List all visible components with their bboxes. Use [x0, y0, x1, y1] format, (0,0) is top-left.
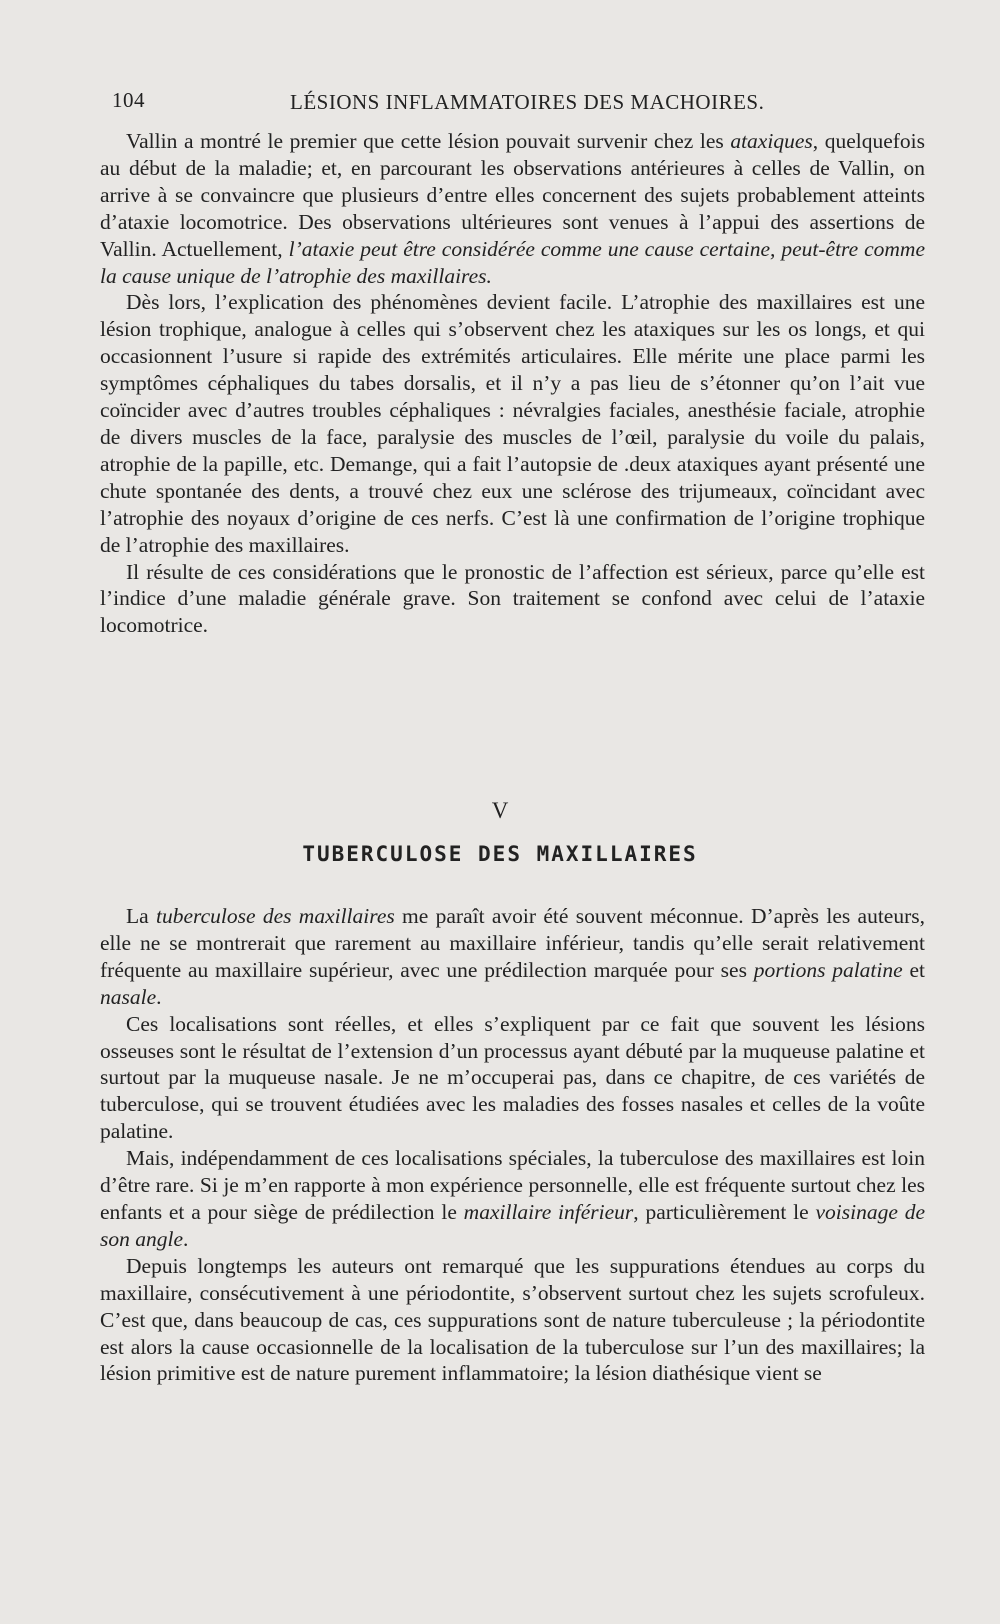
italic-run: nasale	[100, 984, 157, 1009]
italic-run: portions palatine	[753, 957, 903, 982]
paragraph	[100, 128, 925, 289]
section-title: TUBERCULOSE DES MAXILLAIRES	[302, 842, 698, 866]
text-run: .	[183, 1226, 189, 1251]
text-run: La	[126, 904, 156, 928]
paragraph: Depuis longtemps les auteurs ont remarqué que les suppurations étendues au corps du maxillaire, consécutivement à une périodontite, s’observent surtout chez les sujets scrofuleux. C’est que, dans beaucoup de cas, ces suppurations sont de nature tuberculeuse ; la périodontite est alors la cause occasionnelle de la localisation de la tuberculose sur l’un des maxillaires; la lésion primitive est de nature purement inflammatoire; la lésion diathésique vient se	[100, 1253, 925, 1386]
text-run: et	[902, 957, 925, 982]
text-run: me paraît avoir été souvent méconnue. D’après les auteurs, elle ne se montrerait que rarement au maxillaire inférieur, tandis qu’elle serait relativement fréquente au maxillaire supérieur, avec une prédilection marquée pour ses	[100, 904, 925, 982]
paragraph: Il résulte de ces considérations que le pronostic de l’affection est sérieux, parce qu’elle est l’indice d’une maladie générale grave. Son traitement se confond avec celui de l’ataxie locomotrice.	[100, 559, 925, 638]
italic-run: l’ataxie peut être considérée comme une cause certaine, peut-être comme la cause unique de l’atrophie des maxillaires.	[100, 236, 925, 288]
running-title: LÉSIONS INFLAMMATOIRES DES MACHOIRES.	[290, 90, 765, 114]
text-run: , quelquefois au début de la maladie; et, en parcourant les observations antérieures à celles de Vallin, on arrive à se convaincre que plusieurs d’entre elles concernent des sujets probablement atteints d’ataxie locomotrice. Des observations ultérieures sont venues à l’appui des assertions de Vallin. Actuellement,	[100, 129, 925, 261]
text-run: .	[156, 984, 162, 1009]
italic-run: tuberculose des maxillaires	[156, 904, 395, 928]
page-number: 104	[112, 88, 145, 112]
page-header	[112, 88, 932, 118]
paragraph	[100, 903, 925, 1011]
text-run: Mais, indépendamment de ces localisations spéciales, la tuberculose des maxillaires est loin d’être rare. Si je m’en rapporte à mon expérience personnelle, elle est fréquente surtout chez les enfants et a pour siège de prédilection le	[100, 1146, 925, 1224]
text-block-lower	[100, 903, 925, 1387]
paragraph	[100, 1145, 925, 1253]
italic-run: maxillaire inférieur	[463, 1199, 634, 1224]
text-run: Vallin a montré le premier que cette lésion pouvait survenir chez les	[126, 129, 731, 153]
paragraph: Ces localisations sont réelles, et elles s’expliquent par ce fait que souvent les lésions osseuses sont le résultat de l’extension d’un processus ayant débuté par la muqueuse palatine et surtout par la muqueuse nasale. Je ne m’occuperai pas, dans ce chapitre, de ces variétés de tuberculose, qui se trouvent étudiées avec les maladies des fosses nasales et celles de la voûte palatine.	[100, 1011, 925, 1144]
italic-run: voisinage de son angle	[100, 1199, 925, 1251]
paragraph: Dès lors, l’explication des phénomènes devient facile. L’atrophie des maxillaires est une lésion trophique, analogue à celles qui s’observent chez les ataxiques sur les os longs, et qui occasionnent l’usure si rapide des extrémités articulaires. Elle mérite une place parmi les symptômes céphaliques du tabes dorsalis, et il n’y a pas lieu de s’étonner qu’on l’ait vue coïncider avec d’autres troubles céphaliques : névralgies faciales, anesthésie faciale, atrophie de divers muscles de la face, paralysie des muscles de l’œil, paralysie du voile du palais, atrophie de la papille, etc. Demange, qui a fait l’autopsie de .deux ataxiques ayant présenté une chute spontanée des dents, a trouvé chez eux une sclérose des trijumeaux, coïncidant avec l’atrophie des noyaux d’origine de ces nerfs. C’est là une confirmation de l’origine trophique de l’atrophie des maxillaires.	[100, 290, 925, 557]
text-block-upper	[100, 128, 925, 639]
italic-run: ataxiques	[730, 129, 813, 153]
text-run: , particulièrement le	[633, 1199, 816, 1224]
section-number: V	[491, 798, 509, 823]
